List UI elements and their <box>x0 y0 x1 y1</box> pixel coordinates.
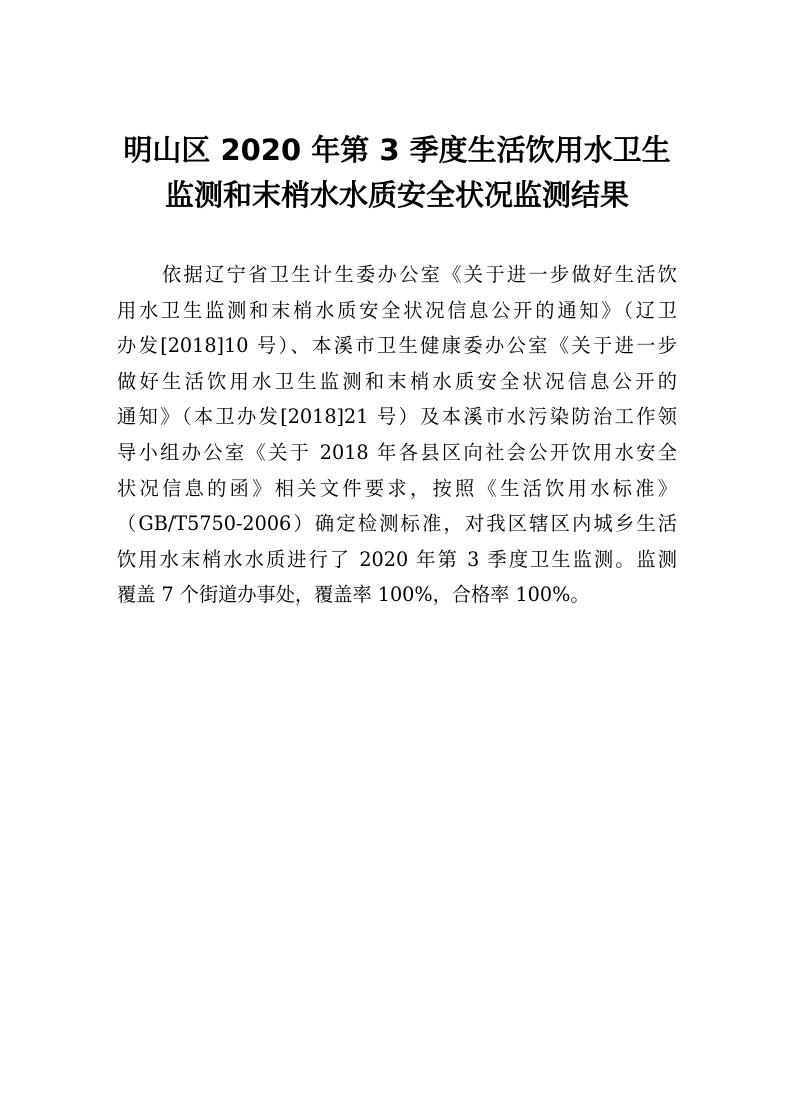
body-paragraph <box>117 257 677 613</box>
body-line-8: （GB/T5750-2006）确定检测标准，对我区辖区内城乡生活 <box>117 512 677 536</box>
body-line-5: 通知》（本卫办发[2018]21 号）及本溪市水污染防治工作领 <box>117 405 677 429</box>
body-line-4: 做好生活饮用水卫生监测和末梢水质安全状况信息公开的 <box>117 369 677 393</box>
body-line-2: 用水卫生监测和末梢水质安全状况信息公开的通知》（辽卫 <box>117 298 677 322</box>
body-line-10: 覆盖 7 个街道办事处，覆盖率 100%，合格率 100%。 <box>117 583 590 607</box>
body-line-3: 办发[2018]10 号）、本溪市卫生健康委办公室《关于进一步 <box>117 334 677 358</box>
body-line-1: 依据辽宁省卫生计生委办公室《关于进一步做好生活饮 <box>162 263 677 286</box>
title-line-1: 明山区 2020 年第 3 季度生活饮用水卫生 <box>123 133 671 167</box>
body-line-7: 状况信息的函》相关文件要求，按照《生活饮用水标准》 <box>117 476 677 500</box>
body-line-9: 饮用水末梢水水质进行了 2020 年第 3 季度卫生监测。监测 <box>117 547 677 571</box>
body-line-6: 导小组办公室《关于 2018 年各县区向社会公开饮用水安全 <box>117 440 677 464</box>
document-title <box>0 128 794 218</box>
title-line-2: 监测和末梢水水质安全状况监测结果 <box>164 178 629 212</box>
